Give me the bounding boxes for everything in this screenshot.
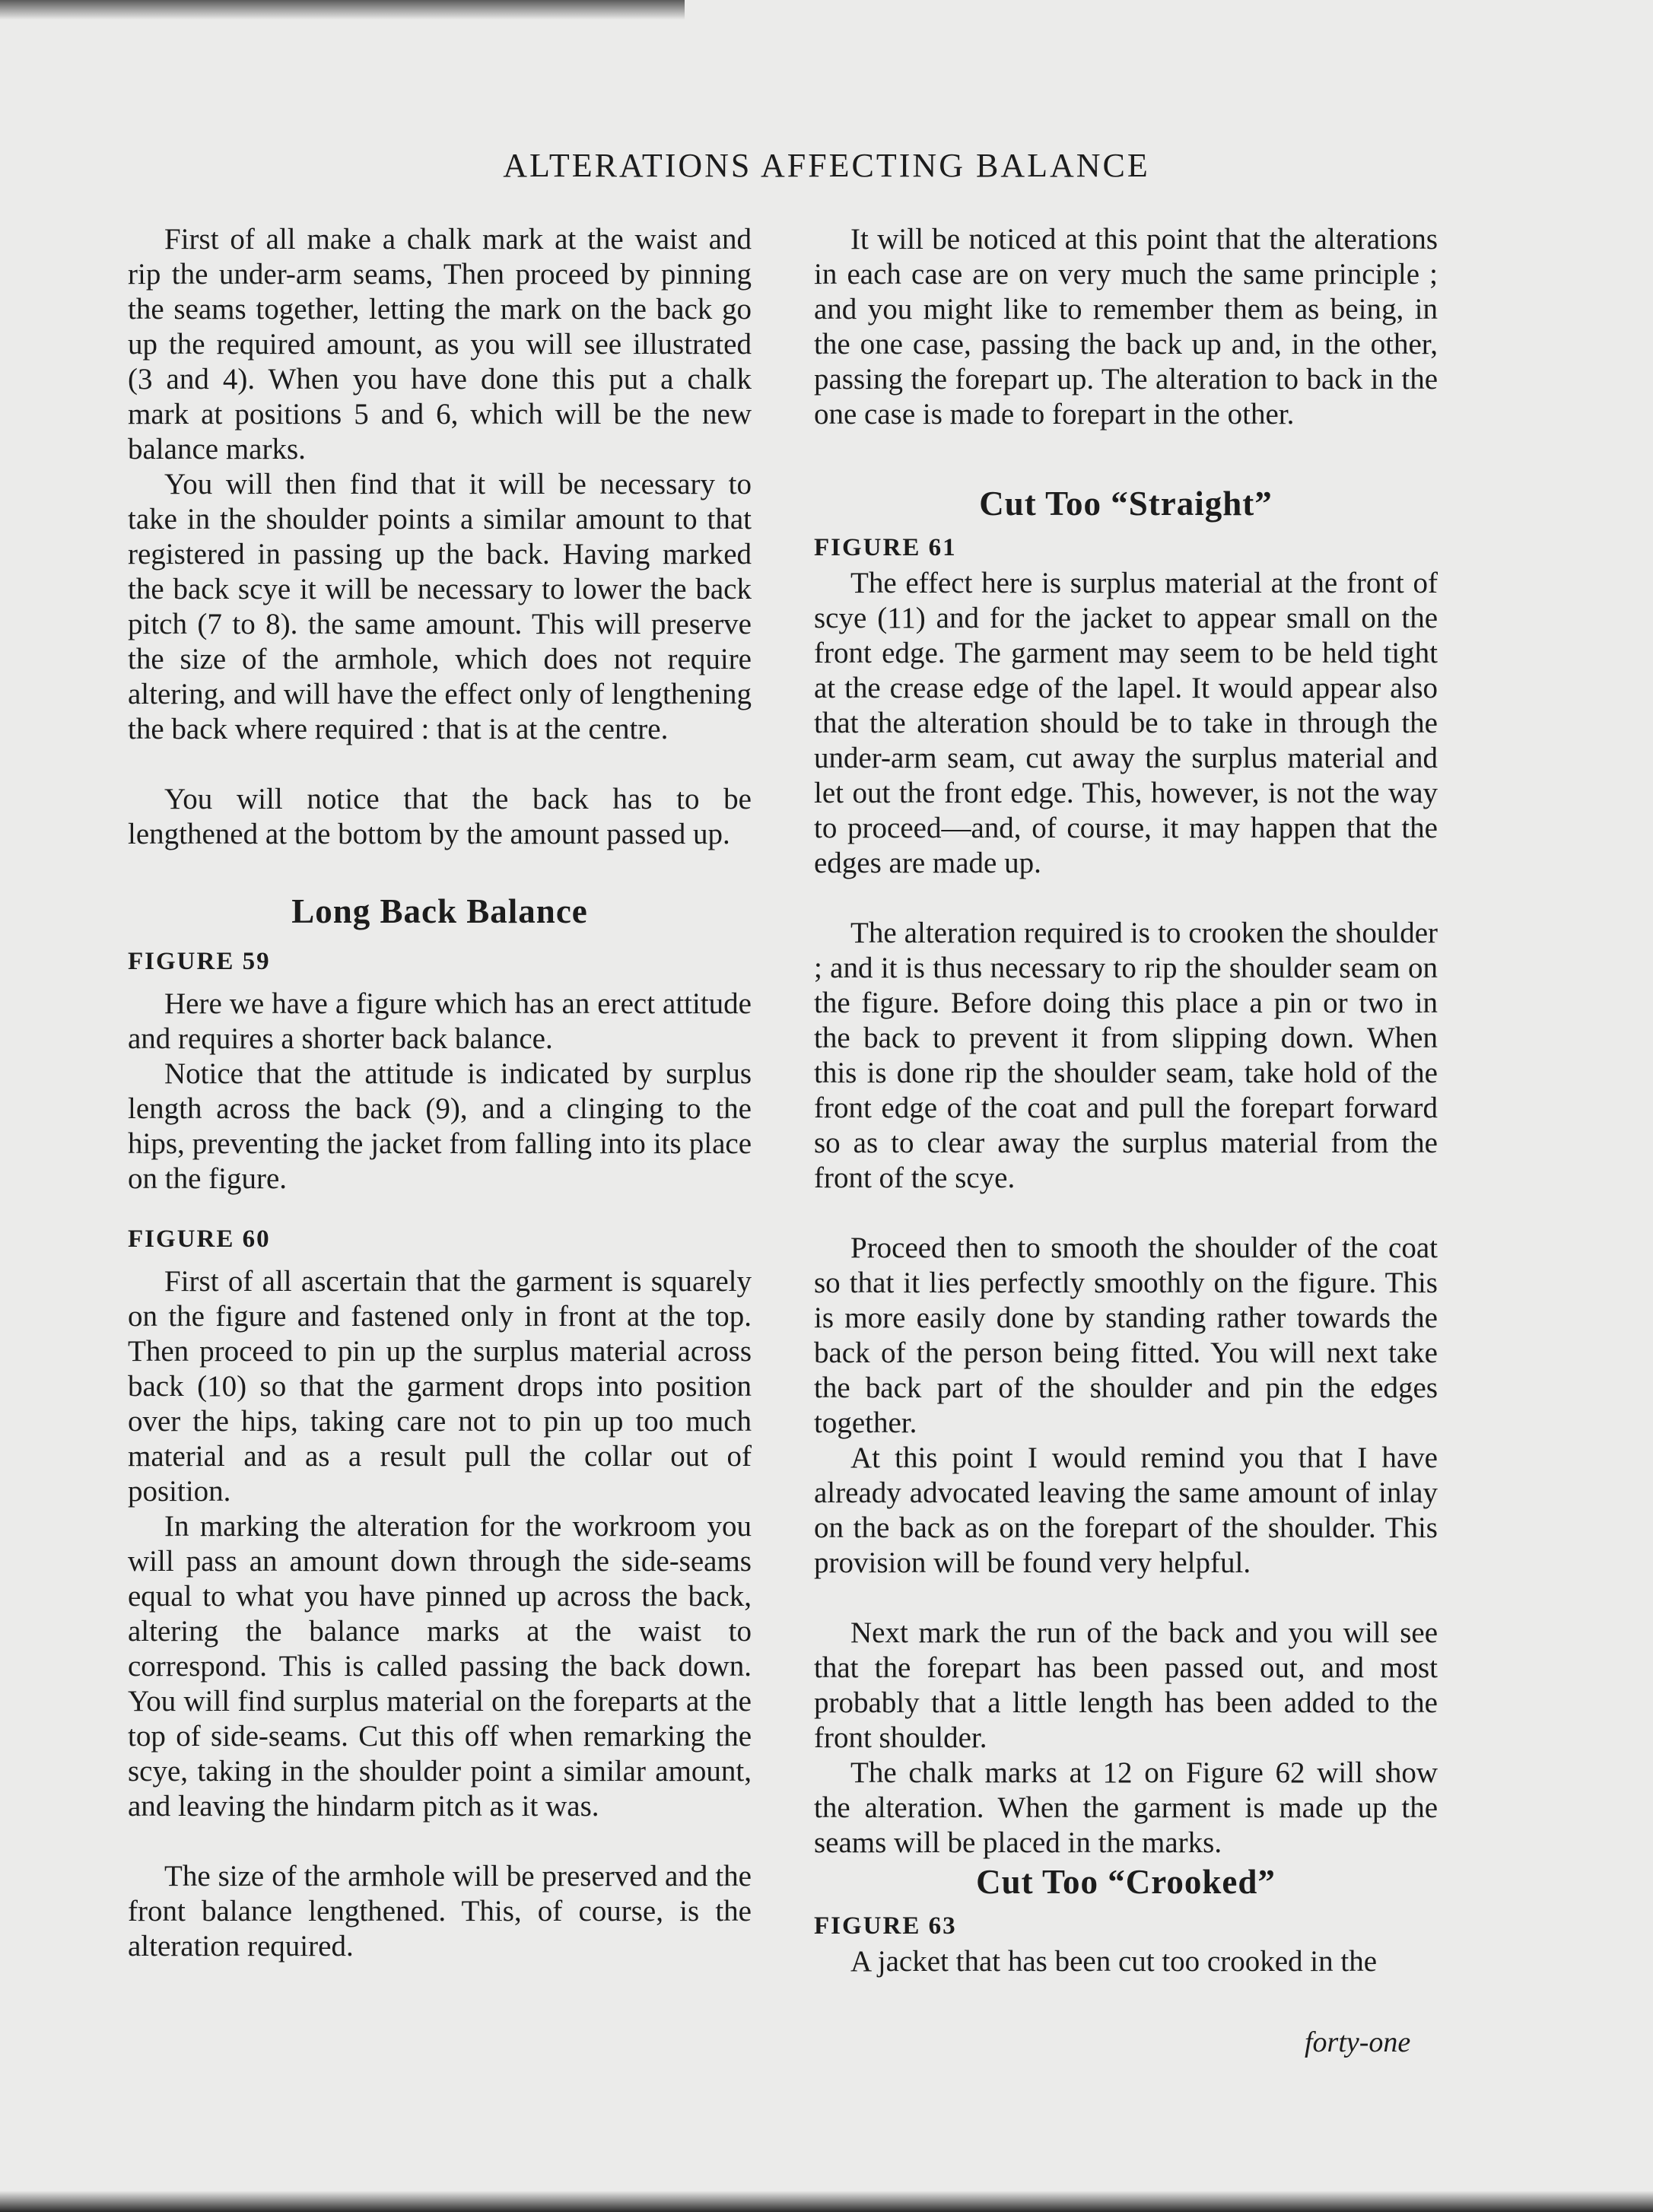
paragraph-text: It will be noticed at this point that the alterations in each case are on very much the same principle ; and you might like to remember them as being, in the one case, passing the back up and, in the other, passing the forepart up. The alteration to back in the one case is made to forepart in the other.: [814, 223, 1438, 431]
scan-edge-shadow: [0, 0, 685, 20]
paragraph: [128, 987, 752, 1057]
paragraph-text: The alteration required is to crooken the shoulder ; and it is thus necessary to rip the shoulder seam on the figure. Before doing this place a pin or two in the back to prevent it from slipping down. When this is done rip the shoulder seam, take hold of the front edge of the coat and pull the forepart forward so as to clear away the surplus material from the front of the scye.: [814, 917, 1438, 1194]
section-heading: Long Back Balance: [291, 892, 588, 930]
section-heading: Cut Too “Straight”: [979, 485, 1273, 523]
paragraph: [814, 916, 1438, 1196]
paragraph-text: Proceed then to smooth the shoulder of the coat so that it lies perfectly smoothly on the figure. This is more easily done by standing rather towards the back of the person being fitted. You will next take the back part of the shoulder and pin the edges together.: [814, 1232, 1438, 1439]
paragraph: [128, 1859, 752, 1964]
paragraph-text: A jacket that has been cut too crooked in the: [850, 1945, 1378, 1978]
paragraph: [128, 1264, 752, 1509]
figure-label: FIGURE 59: [128, 948, 271, 975]
figure-label: FIGURE 63: [814, 1912, 957, 1940]
paragraph-text: In marking the alteration for the workroom you will pass an amount down through the side-seams equal to what you have pinned up across the back, altering the balance marks at the waist to correspond. This is called passing the back down. You will find surplus material on the foreparts at the top of side-seams. Cut this off when remarking the scye, taking in the shoulder point a similar amount, and leaving the hindarm pitch as it was.: [128, 1510, 752, 1823]
paragraph: [128, 222, 752, 467]
scan-bottom-edge: [0, 2191, 1653, 2212]
paragraph: [814, 222, 1438, 432]
paragraph: [814, 1756, 1438, 1861]
paragraph: [814, 1231, 1438, 1441]
paragraph-text: First of all ascertain that the garment is squarely on the figure and fastened only in front at the top. Then proceed to pin up the surplus material across back (10) so that the garment drops into position over the hips, taking care not to pin up too much material and as a result pull the collar out of position.: [128, 1265, 752, 1508]
paragraph-text: Next mark the run of the back and you will see that the forepart has been passed out, and most probably that a little length has been added to the front shoulder.: [814, 1616, 1438, 1754]
paragraph-text: At this point I would remind you that I have already advocated leaving the same amount of inlay on the back as on the forepart of the shoulder. This provision will be found very helpful.: [814, 1441, 1438, 1579]
figure-label: FIGURE 60: [128, 1225, 271, 1253]
paragraph: [814, 1441, 1438, 1581]
paragraph-text: You will notice that the back has to be lengthened at the bottom by the amount passed up.: [128, 783, 752, 850]
paragraph: [128, 1057, 752, 1197]
paragraph-text: Notice that the attitude is indicated by surplus length across the back (9), and a clinging to the hips, preventing the jacket from falling into its place on the figure.: [128, 1057, 752, 1195]
paragraph: [814, 1944, 1438, 1979]
paragraph-text: Here we have a figure which has an erect attitude and requires a shorter back balance.: [128, 987, 752, 1055]
section-heading: Cut Too “Crooked”: [976, 1863, 1276, 1901]
paragraph: [128, 1509, 752, 1824]
running-head: ALTERATIONS AFFECTING BALANCE: [503, 147, 1150, 184]
figure-label: FIGURE 61: [814, 534, 957, 561]
paragraph: [128, 782, 752, 852]
paragraph-text: The effect here is surplus material at the front of scye (11) and for the jacket to appear small on the front edge. The garment may seem to be held tight at the crease edge of the lapel. It would appear also that the alteration should be to take in through the under-arm seam, cut away the surplus material and let out the front edge. This, however, is not the way to proceed—and, of course, it may happen that the edges are made up.: [814, 567, 1438, 879]
paragraph: [128, 467, 752, 747]
paragraph: [814, 566, 1438, 881]
paragraph-text: You will then find that it will be necessary to take in the shoulder points a similar amount to that registered in passing up the back. Having marked the back scye it will be necessary to lower the back pitch (7 to 8). the same amount. This will preserve the size of the armhole, which does not require altering, and will have the effect only of lengthening the back where required : that is at the centre.: [128, 468, 752, 745]
paragraph: [814, 1616, 1438, 1756]
page-number: forty-one: [1305, 2026, 1411, 2058]
paragraph-text: First of all make a chalk mark at the waist and rip the under-arm seams, Then proceed by pinning the seams together, letting the mark on the back go up the required amount, as you will see illustrated (3 and 4). When you have done this put a chalk mark at positions 5 and 6, which will be the new balance marks.: [128, 223, 752, 466]
paragraph-text: The size of the armhole will be preserved and the front balance lengthened. This, of course, is the alteration required.: [128, 1860, 752, 1963]
paragraph-text: The chalk marks at 12 on Figure 62 will show the alteration. When the garment is made up the seams will be placed in the marks.: [814, 1756, 1438, 1859]
